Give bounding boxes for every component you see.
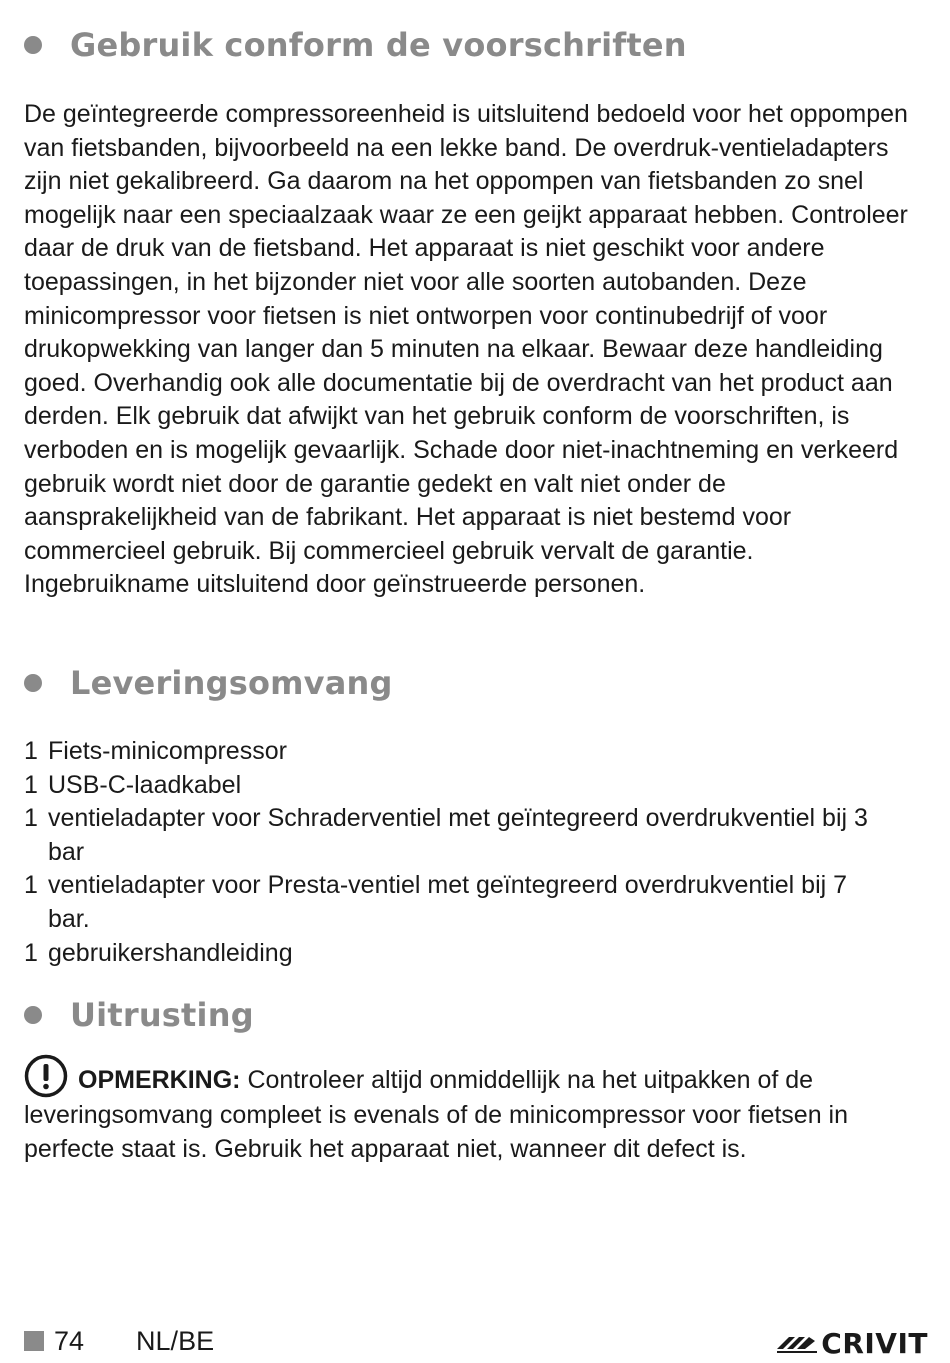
intended-use-paragraph: De geïntegreerde compressoreenheid is uitsluitend bedoeld voor het oppompen van fietsbanden, bijvoorbeeld na een lekke band. De overdruk-ventieladapters zijn niet gekalibreerd. Ga daarom na het oppompen van fietsbanden zo snel mogelijk naar een speciaalzaak waar ze een geijkt apparaat hebben. Controleer daar de druk van de fietsband. Het apparaat is niet geschikt voor andere toepassingen, in het bijzonder niet voor alle soorten autobanden. Deze minicompressor voor fietsen is niet ontworpen voor continubedrijf of voor drukopwekking van langer dan 5 minuten na elkaar. Bewaar deze handleiding goed. Overhandig ook alle documentatie bij de overdracht van het product aan derden. Elk gebruik dat afwijkt van het gebruik conform de voorschriften, is verboden en is mogelijk gevaarlijk. Schade door niet-inachtneming en verkeerd gebruik wordt niet door de garantie gedekt en valt niet onder de aansprakelijkheid van de fabrikant. Het apparaat is niet bestemd voor commercieel gebruik. Bij commercieel gebruik vervalt de garantie. Ingebruikname uitsluitend door geïnstrueerde personen. bbox=[24, 100, 908, 599]
bullet-dot-icon bbox=[24, 36, 42, 54]
page-number: 74 bbox=[54, 1325, 85, 1356]
list-item-quantity: 1 bbox=[24, 804, 38, 833]
list-item-quantity: 1 bbox=[24, 871, 38, 900]
note-text: Controleer altijd onmiddellijk na het uitpakken of de leveringsomvang compleet is evenals of de minicompressor voor fietsen in perfecte staat is. Gebruik het apparaat niet, wanneer dit defect is. bbox=[24, 1066, 848, 1163]
section-heading-intended-use bbox=[24, 24, 687, 66]
brand-name: CRIVIT bbox=[821, 1326, 928, 1360]
section-heading-scope-of-delivery bbox=[24, 662, 393, 704]
list-item-text: ventieladapter voor Presta-ventiel met geïntegreerd overdrukventiel bij 7 bar. bbox=[48, 871, 848, 933]
section-heading-text: Uitrusting bbox=[70, 996, 254, 1034]
list-item-quantity: 1 bbox=[24, 737, 38, 765]
section-heading-text: Gebruik conform de voorschriften bbox=[70, 26, 687, 64]
section-heading-text: Leveringsomvang bbox=[70, 664, 393, 702]
list-item-quantity: 1 bbox=[24, 770, 38, 799]
section-heading-equipment bbox=[24, 994, 254, 1036]
note-paragraph bbox=[24, 1054, 904, 1166]
page-footer bbox=[24, 1323, 214, 1359]
language-code: NL/BE bbox=[136, 1325, 215, 1356]
bullet-dot-icon bbox=[24, 674, 42, 692]
bullet-dot-icon bbox=[24, 1006, 42, 1024]
list-item-quantity: 1 bbox=[24, 938, 38, 967]
note-label: OPMERKING: bbox=[78, 1066, 241, 1094]
list-item bbox=[24, 937, 924, 971]
footer-square-icon bbox=[24, 1331, 44, 1351]
list-item bbox=[24, 802, 924, 869]
list-item bbox=[24, 769, 924, 803]
list-item-text: ventieladapter voor Schraderventiel met geïntegreerd overdrukventiel bij 3 bar bbox=[48, 804, 868, 866]
scope-of-delivery-list bbox=[24, 735, 924, 970]
list-item-text: USB-C-laadkabel bbox=[48, 770, 242, 799]
list-item-text: gebruikershandleiding bbox=[48, 938, 293, 967]
list-item-text: Fiets-minicompressor bbox=[48, 737, 287, 765]
list-item bbox=[24, 735, 924, 769]
crivit-logo-icon bbox=[775, 1331, 819, 1355]
brand-logo bbox=[775, 1325, 928, 1361]
exclamation-circle-icon bbox=[24, 1054, 68, 1098]
list-item bbox=[24, 869, 924, 936]
